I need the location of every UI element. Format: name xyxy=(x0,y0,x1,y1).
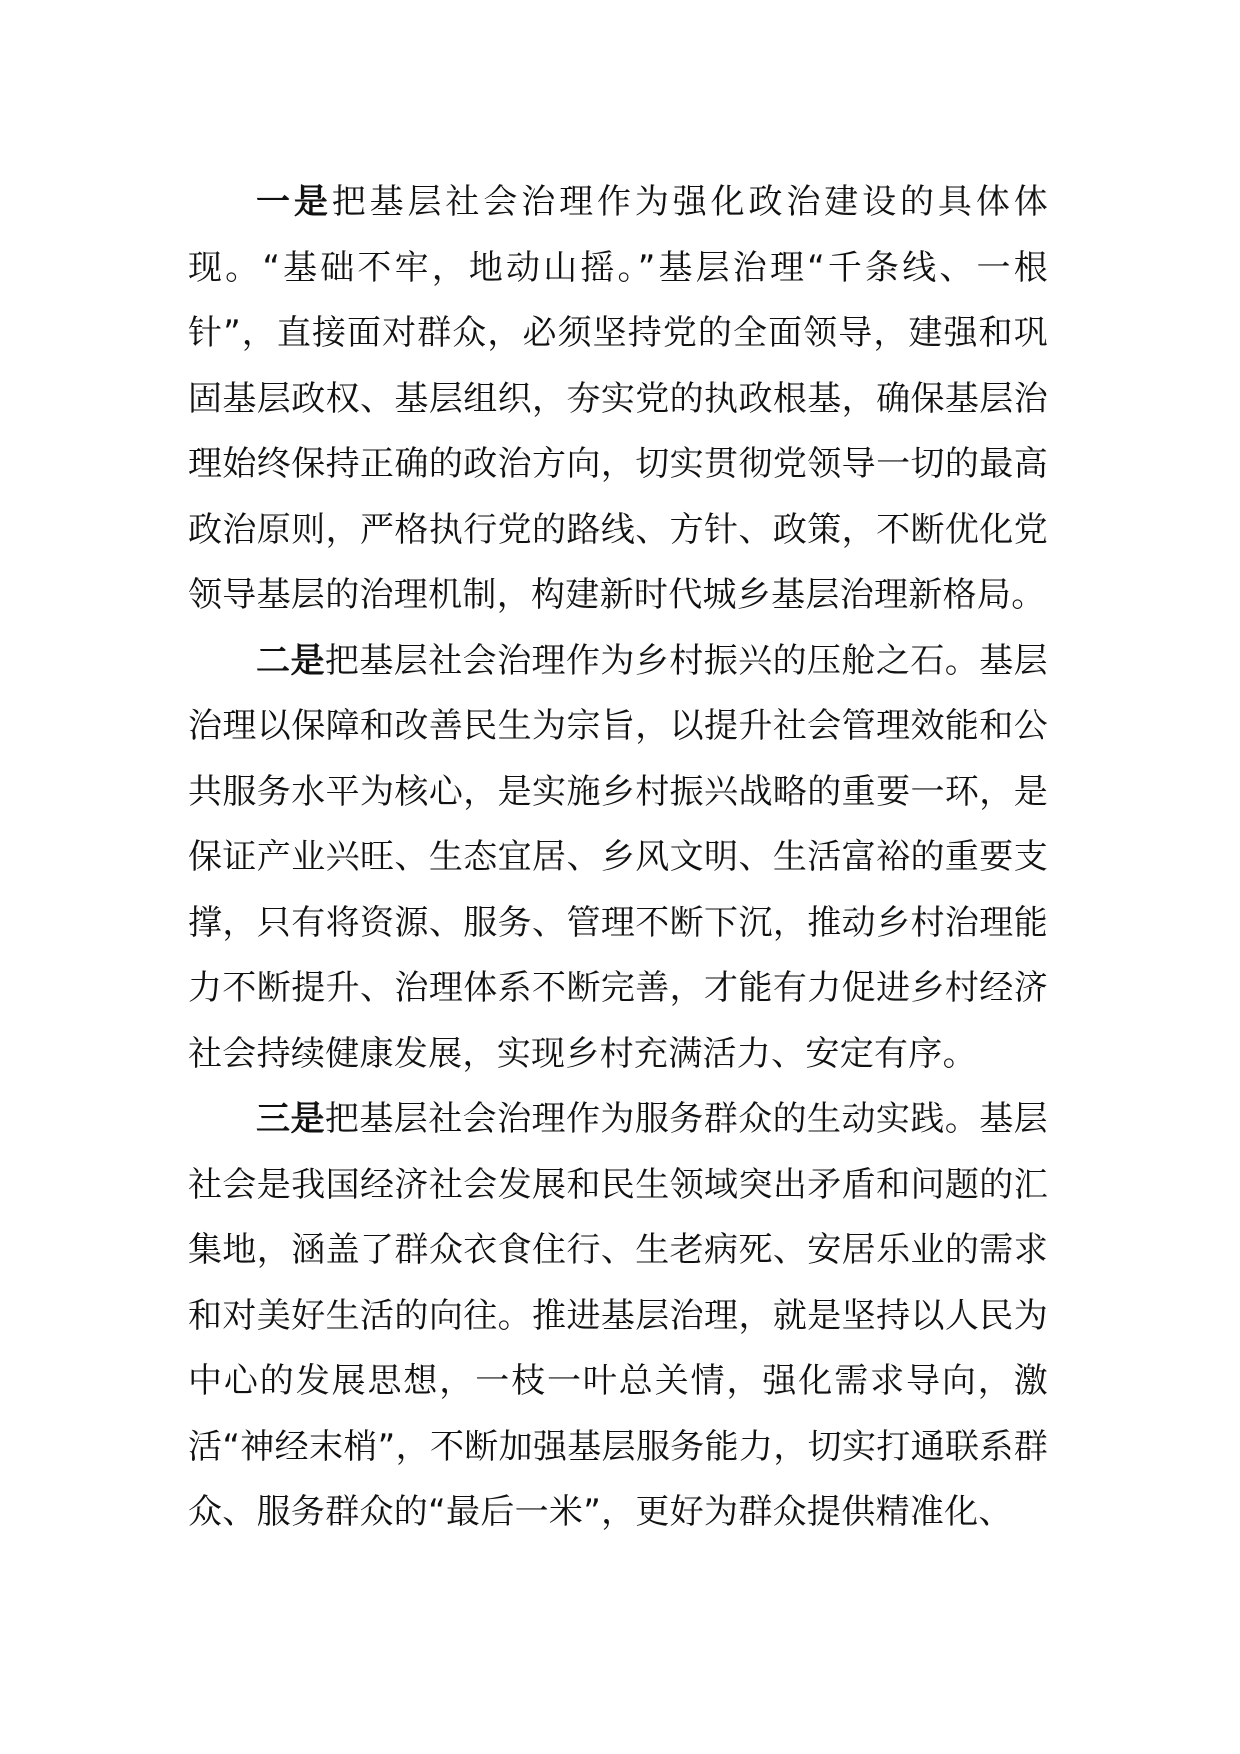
paragraph-3 xyxy=(188,1087,1048,1546)
paragraph-3-lead: 三是 xyxy=(256,1099,325,1139)
paragraph-1 xyxy=(188,170,1048,629)
document-body xyxy=(188,170,1048,1546)
paragraph-2 xyxy=(188,629,1048,1088)
paragraph-1-lead: 一是 xyxy=(256,182,332,222)
paragraph-2-lead: 二是 xyxy=(256,640,325,681)
paragraph-1-text: 把基层社会治理作为强化政治建设的具体体现。“基础不牢，地动山摇。”基层治理“千条线、一根针”，直接面对群众，必须坚持党的全面领导，建强和巩固基层政权、基层组织，夯实党的执政根基，确保基层治理始终保持正确的政治方向，切实贯彻党领导一切的最高政治原则，严格执行党的路线、方针、政策，不断优化党领导基层的治理机制，构建新时代城乡基层治理新格局。 xyxy=(188,182,1048,615)
paragraph-2-text: 把基层社会治理作为乡村振兴的压舱之石。基层治理以保障和改善民生为宗旨，以提升社会管理效能和公共服务水平为核心，是实施乡村振兴战略的重要一环，是保证产业兴旺、生态宜居、乡风文明、生活富裕的重要支撑，只有将资源、服务、管理不断下沉，推动乡村治理能力不断提升、治理体系不断完善，才能有力促进乡村经济社会持续健康发展，实现乡村充满活力、安定有序。 xyxy=(188,640,1048,1074)
paragraph-3-text: 把基层社会治理作为服务群众的生动实践。基层社会是我国经济社会发展和民生领域突出矛盾和问题的汇集地，涵盖了群众衣食住行、生老病死、安居乐业的需求和对美好生活的向往。推进基层治理，就是坚持以人民为中心的发展思想，一枝一叶总关情，强化需求导向，激活“神经末梢”，不断加强基层服务能力，切实打通联系群众、服务群众的“最后一米”，更好为群众提供精准化、 xyxy=(188,1099,1048,1532)
